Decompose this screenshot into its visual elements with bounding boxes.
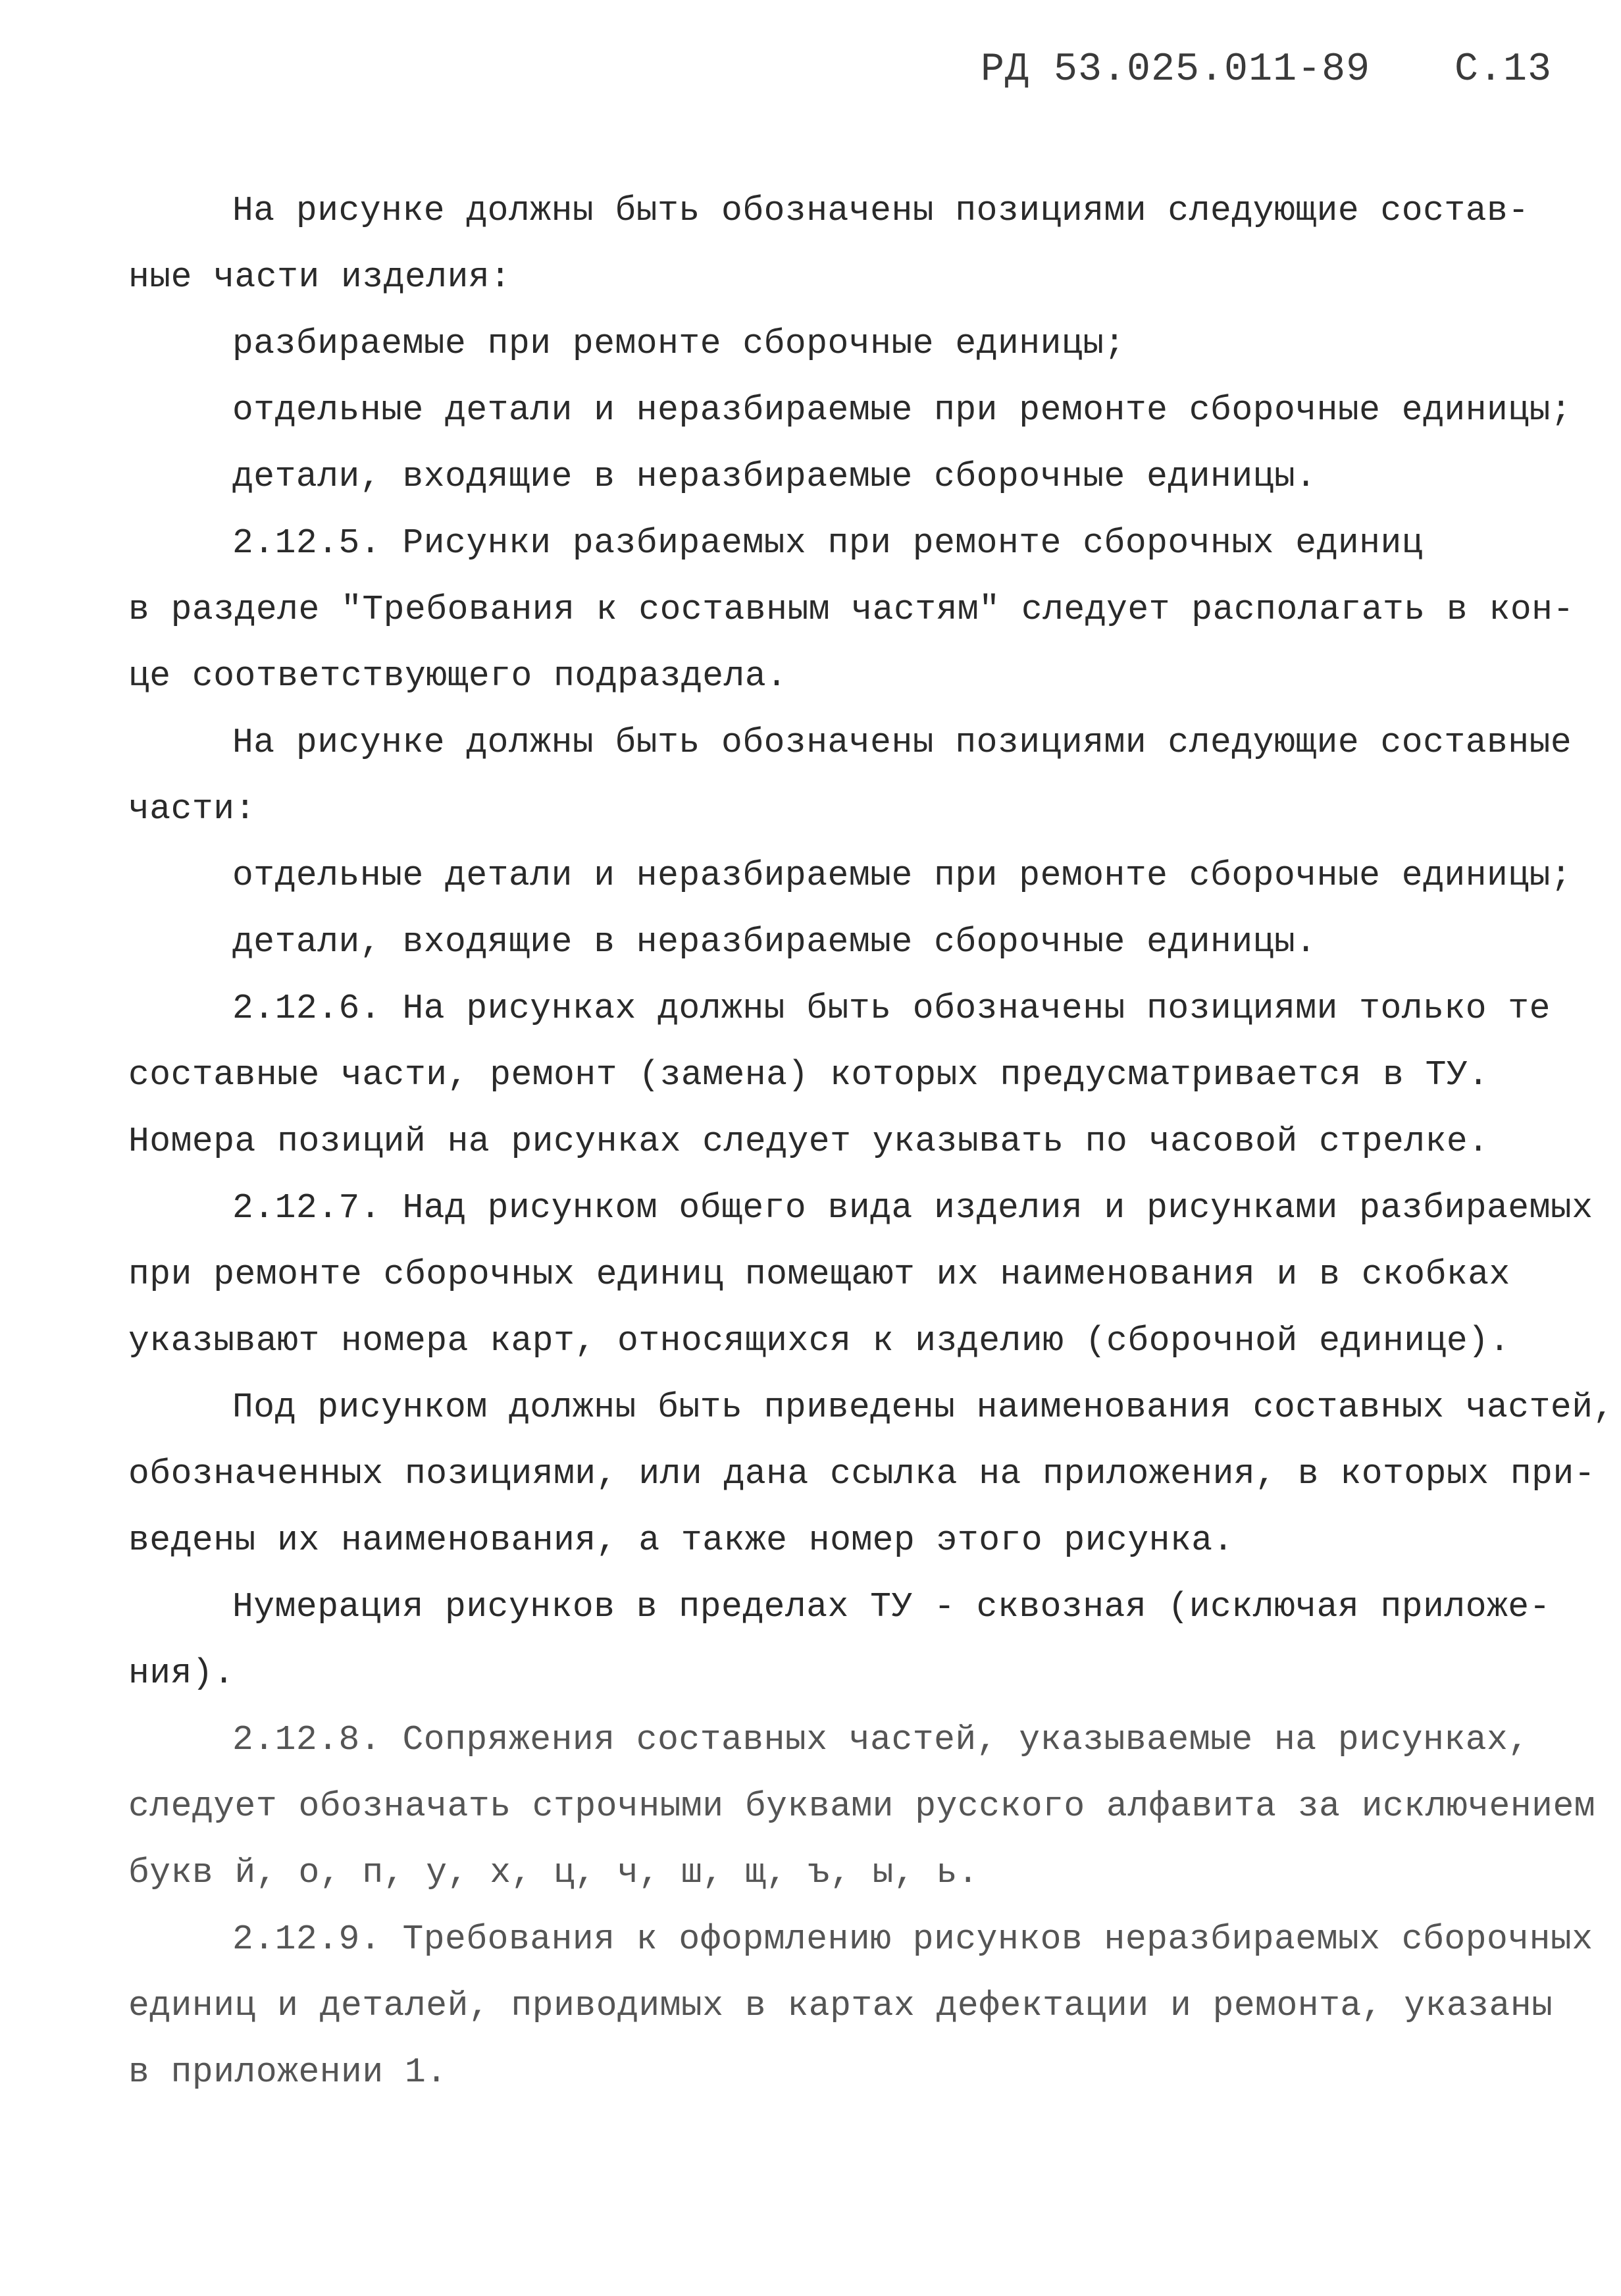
text-line: На рисунке должны быть обозначены позициями следующие составные [232,723,1572,762]
text-line: ния). [128,1654,235,1693]
text-line: в приложении 1. [128,2052,448,2092]
text-line: 2.12.6. На рисунках должны быть обозначены позициями только те [232,989,1551,1028]
text-line: отдельные детали и неразбираемые при ремонте сборочные единицы; [232,390,1572,430]
text-line: 2.12.7. Над рисунком общего вида изделия и рисунками разбираемых [232,1188,1593,1228]
text-line: Под рисунком должны быть приведены наименования составных частей, [232,1388,1614,1427]
page-header [981,47,1560,107]
text-line: детали, входящие в неразбираемые сборочные единицы. [232,457,1317,496]
text-line: 2.12.9. Требования к оформлению рисунков неразбираемых сборочных [232,1919,1593,1959]
text-line: указывают номера карт, относящихся к изделию (сборочной единице). [128,1321,1510,1361]
page-number: С.13 [1454,47,1553,92]
text-line: букв й, о, п, у, х, ц, ч, ш, щ, ъ, ы, ь. [128,1853,979,1892]
text-line: Номера позиций на рисунках следует указывать по часовой стрелке. [128,1122,1489,1161]
text-line: следует обозначать строчными буквами русского алфавита за исключением [128,1787,1596,1826]
text-line: в разделе "Требования к составным частям" следует располагать в кон- [128,590,1574,629]
text-line: 2.12.5. Рисунки разбираемых при ремонте сборочных единиц [232,523,1424,563]
text-line: ведены их наименования, а также номер этого рисунка. [128,1521,1234,1560]
text-line: разбираемые при ремонте сборочные единицы; [232,324,1125,363]
text-line: ные части изделия: [128,257,511,297]
text-line: детали, входящие в неразбираемые сборочные единицы. [232,922,1317,962]
text-line: 2.12.8. Сопряжения составных частей, указываемые на рисунках, [232,1720,1530,1760]
body-text [128,178,1614,2106]
text-line: Нумерация рисунков в пределах ТУ - сквозная (исключая приложе- [232,1587,1551,1627]
text-line: единиц и деталей, приводимых в картах дефектации и ремонта, указаны [128,1986,1553,2025]
text-line: це соответствующего подраздела. [128,656,788,696]
text-line: обозначенных позициями, или дана ссылка на приложения, в которых при- [128,1454,1596,1494]
document-code: РД 53.025.011-89 [981,47,1371,92]
text-line: части: [128,789,256,829]
text-line: составные части, ремонт (замена) которых предусматривается в ТУ. [128,1055,1489,1095]
text-line: На рисунке должны быть обозначены позициями следующие состав- [232,191,1530,230]
text-line: отдельные детали и неразбираемые при ремонте сборочные единицы; [232,856,1572,895]
text-line: при ремонте сборочных единиц помещают их наименования и в скобках [128,1255,1510,1294]
